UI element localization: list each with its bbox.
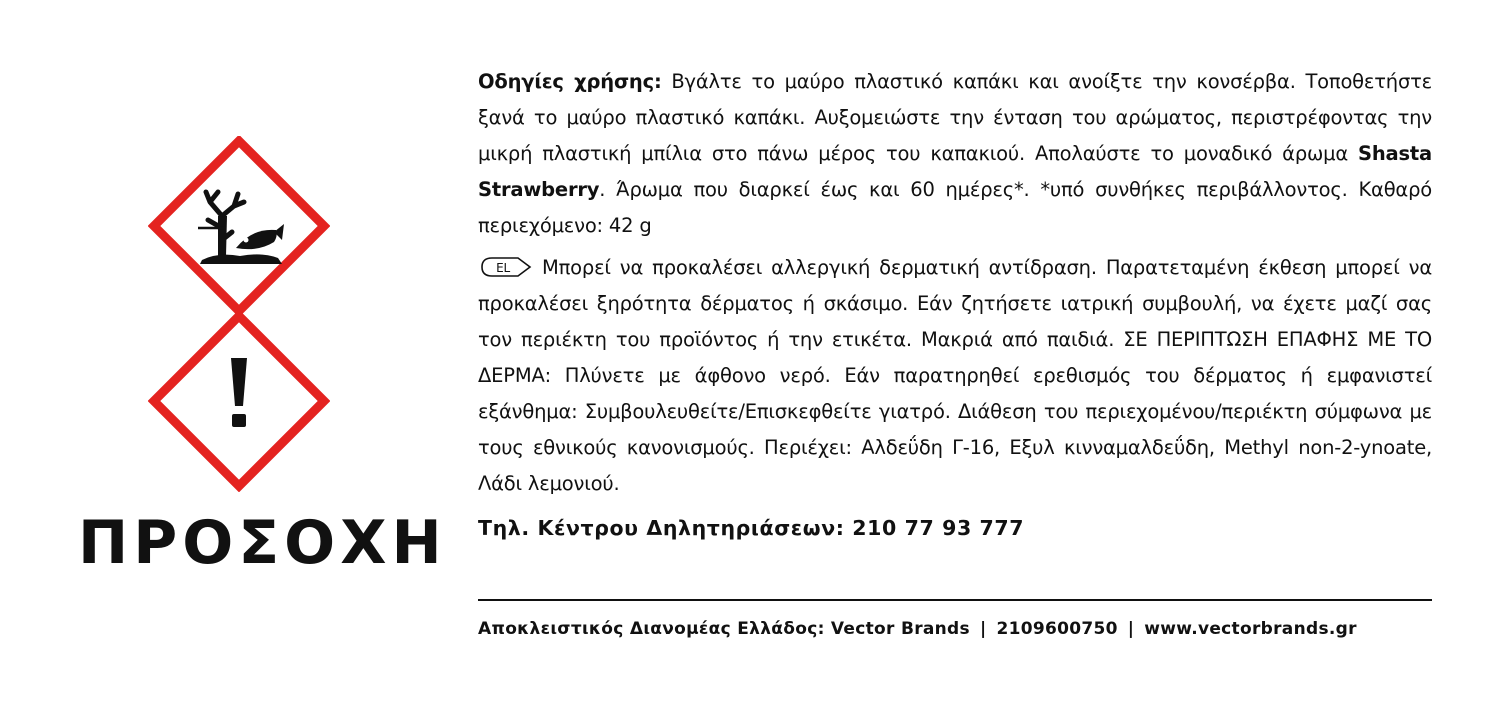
poison-center-phone: Τηλ. Κέντρου Δηλητηριάσεων: 210 77 93 777 xyxy=(478,516,1025,540)
hazard-warnings xyxy=(478,250,1432,502)
instructions-text: Βγάλτε το μαύρο πλαστικό καπάκι και ανοίξτε την κονσέρβα. Τοποθετήστε ξανά το μαύρο πλαστικό καπάκι. Αυξομειώστε την ένταση του αρώματος, περιστρέφοντας την μικρή πλαστική μπίλια στο πάνω μέρος του καπακιού. Απολαύστε το μοναδικό άρωμα xyxy=(478,70,1432,165)
footer-separator: | xyxy=(1127,619,1135,639)
signal-word: ΠΡΟΣΟΧΗ xyxy=(78,508,447,578)
fragrance-name: Shasta Strawberry xyxy=(478,142,1432,201)
language-badge-el xyxy=(478,254,532,276)
distributor-footer xyxy=(478,614,1432,644)
distributor-phone: 2109600750 xyxy=(996,619,1118,639)
label-text-block xyxy=(478,64,1432,546)
divider xyxy=(478,599,1432,601)
instructions-text-end: . Άρωμα που διαρκεί έως και 60 ημέρες*. *υπό συνθήκες περιβάλλοντος. Καθαρό περιεχόμενο: 42 g xyxy=(478,178,1432,237)
distributor-website: www.vectorbrands.gr xyxy=(1144,619,1357,639)
instructions-label: Οδηγίες χρήσης: xyxy=(478,70,662,93)
footer-separator: | xyxy=(979,619,987,639)
usage-instructions xyxy=(478,64,1432,244)
distributor-name: Αποκλειστικός Διανομέας Ελλάδος: Vector Brands xyxy=(478,619,970,639)
language-badge-label: EL xyxy=(496,261,510,275)
hazard-pictograms xyxy=(148,136,330,492)
warnings-text: Μπορεί να προκαλέσει αλλεργική δερματική αντίδραση. Παρατεταμένη έκθεση μπορεί να προκαλέσει ξηρότητα δέρματος ή σκάσιμο. Εάν ζητήσετε ιατρική συμβουλή, να έχετε μαζί σας τον περιέκτη του προϊόντος ή την ετικέτα. Μακριά από παιδιά. ΣΕ ΠΕΡΙΠΤΩΣΗ ΕΠΑΦΗΣ ΜΕ ΤΟ ΔΕΡΜΑ: Πλύνετε με άφθονο νερό. Εάν παρατηρηθεί ερεθισμός του δέρματος ή εμφανιστεί εξάνθημα: Συμβουλευθείτε/Επισκεφθείτε γιατρό. Διάθεση του περιεχομένου/περιέκτη σύμφωνα με τους εθνικούς κανονισμούς. Περιέχει: Αλδεΰδη Γ-16, Εξυλ κινναμαλδεΰδη, Methyl non-2-ynoate, Λάδι λεμονιού. xyxy=(478,256,1432,495)
environment-hazard-icon xyxy=(154,141,324,311)
exclamation-mark-icon xyxy=(154,316,324,486)
